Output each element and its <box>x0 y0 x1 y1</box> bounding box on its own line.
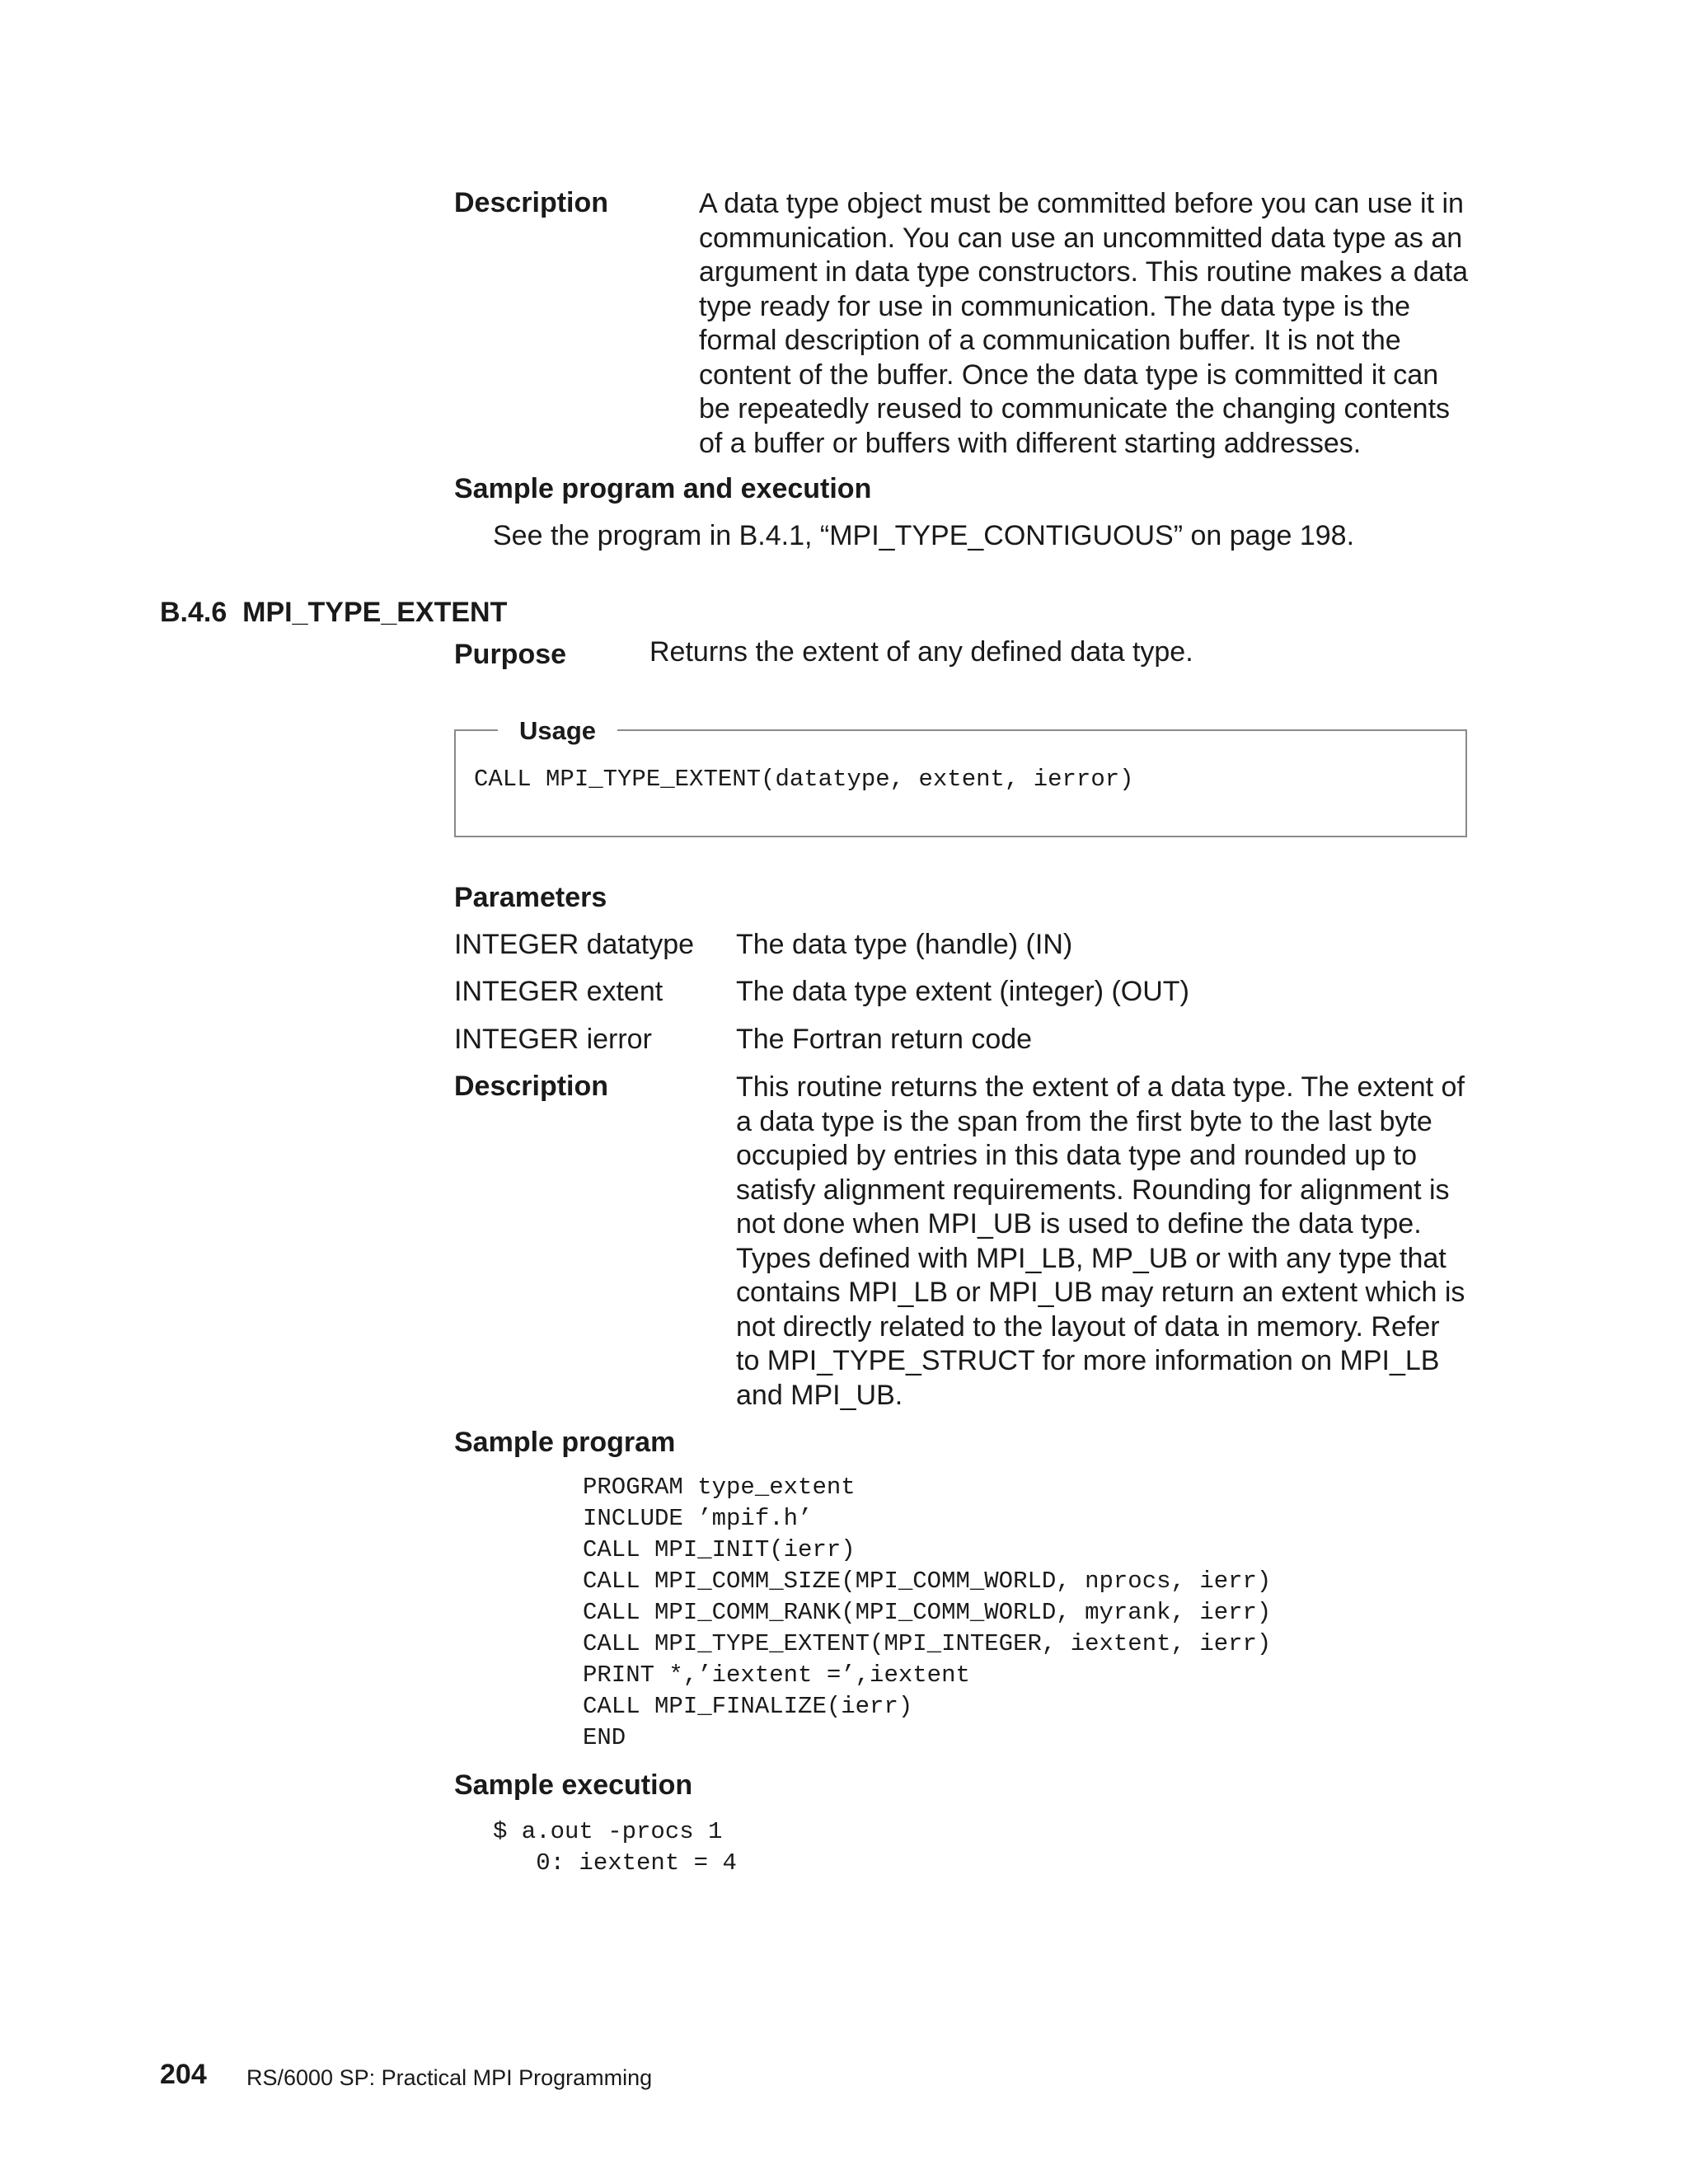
param-name-datatype: INTEGER datatype <box>454 929 695 960</box>
text-line: Types defined with MPI_LB, MP_UB or with any type that <box>736 1242 1447 1274</box>
param-name-ierror: INTEGER ierror <box>454 1024 652 1055</box>
text-line: contains MPI_LB or MPI_UB may return an extent which is <box>736 1277 1465 1308</box>
sample-program-execution-text: See the program in B.4.1, “MPI_TYPE_CONTIGUOUS” on page 198. <box>493 520 1355 551</box>
param-desc-ierror: The Fortran return code <box>736 1024 1033 1055</box>
sample-execution-heading: Sample execution <box>454 1769 693 1801</box>
purpose-text: Returns the extent of any defined data type. <box>649 636 1193 668</box>
purpose-label: Purpose <box>454 639 567 670</box>
text-line: This routine returns the extent of a data type. The extent of <box>736 1071 1465 1103</box>
text-line: be repeatedly reused to communicate the changing contents <box>699 393 1451 424</box>
section-heading <box>160 597 507 629</box>
description-text-1 <box>699 187 1468 461</box>
sample-program-heading: Sample program <box>454 1427 676 1458</box>
text-line: not directly related to the layout of data in memory. Refer <box>736 1310 1440 1343</box>
output-line: $ a.out -procs 1 <box>493 1818 723 1845</box>
text-line: formal description of a communication buffer. It is not the <box>699 325 1401 356</box>
usage-code: CALL MPI_TYPE_EXTENT(datatype, extent, ierror) <box>474 766 1134 793</box>
description-label-2: Description <box>454 1071 609 1102</box>
code-line: INCLUDE ’mpif.h’ <box>583 1505 813 1532</box>
code-line: CALL MPI_COMM_SIZE(MPI_COMM_WORLD, nprocs, ierr) <box>583 1568 1272 1595</box>
text-line: and MPI_UB. <box>736 1379 903 1411</box>
section-number: B.4.6 <box>160 597 227 628</box>
code-line: CALL MPI_INIT(ierr) <box>583 1536 856 1563</box>
code-line: CALL MPI_COMM_RANK(MPI_COMM_WORLD, myrank, ierr) <box>583 1599 1272 1626</box>
text-line: A data type object must be committed before you can use it in <box>699 188 1464 219</box>
param-desc-datatype: The data type (handle) (IN) <box>736 929 1073 960</box>
sample-program-code <box>583 1472 1407 1769</box>
code-line: PRINT *,’iextent =’,iextent <box>583 1661 970 1689</box>
code-line: END <box>583 1724 626 1751</box>
text-line: argument in data type constructors. This routine makes a data <box>699 256 1468 288</box>
text-line: type ready for use in communication. The data type is the <box>699 290 1411 322</box>
section-title: MPI_TYPE_EXTENT <box>242 597 508 628</box>
code-line: CALL MPI_FINALIZE(ierr) <box>583 1693 913 1720</box>
text-line: communication. You can use an uncommitted data type as an <box>699 222 1463 254</box>
text-line: occupied by entries in this data type and rounded up to <box>736 1140 1418 1171</box>
text-line: satisfy alignment requirements. Rounding for alignment is <box>736 1174 1450 1206</box>
sample-program-execution-heading: Sample program and execution <box>454 473 872 504</box>
param-name-extent: INTEGER extent <box>454 976 663 1007</box>
parameters-heading: Parameters <box>454 882 607 913</box>
page-number: 204 <box>160 2059 207 2090</box>
code-line: CALL MPI_TYPE_EXTENT(MPI_INTEGER, iextent, ierr) <box>583 1630 1272 1657</box>
code-line: PROGRAM type_extent <box>583 1474 856 1501</box>
description-label-1: Description <box>454 187 609 218</box>
sample-execution-output <box>493 1816 987 1882</box>
text-line: content of the buffer. Once the data type is committed it can <box>699 359 1439 391</box>
param-desc-extent: The data type extent (integer) (OUT) <box>736 976 1189 1007</box>
usage-title: Usage <box>498 716 617 746</box>
book-title: RS/6000 SP: Practical MPI Programming <box>246 2065 653 2090</box>
description-text-2 <box>736 1071 1465 1413</box>
text-line: to MPI_TYPE_STRUCT for more information on MPI_LB <box>736 1345 1440 1376</box>
text-line: not done when MPI_UB is used to define the data type. <box>736 1208 1422 1240</box>
text-line: a data type is the span from the first byte to the last byte <box>736 1105 1432 1137</box>
text-line: of a buffer or buffers with different starting addresses. <box>699 427 1362 459</box>
output-line: 0: iextent = 4 <box>493 1849 737 1877</box>
